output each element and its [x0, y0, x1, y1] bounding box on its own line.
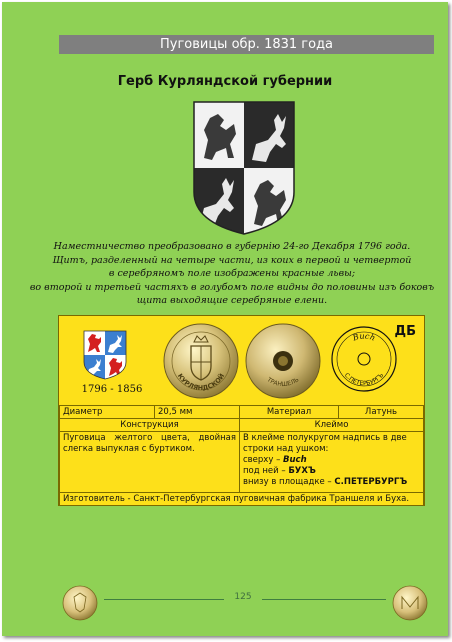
stamp-top-text: Buch	[351, 331, 377, 343]
construction-header: Конструкция	[60, 419, 240, 432]
description-line: во второй и третьей частяхъ в голубомъ поле видны до половины изъ боковъ	[29, 281, 435, 293]
table-row	[60, 406, 424, 419]
catalog-code: ДБ	[394, 324, 416, 339]
stamp-bottom-text: С.ПЕТЕРБУРГЪ	[342, 371, 386, 388]
mark-line	[243, 455, 420, 466]
spec-table	[59, 405, 424, 506]
description	[22, 240, 442, 308]
footer-coin-right-image	[392, 585, 428, 621]
page-header: Пуговицы обр. 1831 года	[59, 35, 434, 54]
coat-of-arms-image	[190, 100, 298, 236]
material-label: Материал	[240, 406, 339, 419]
svg-text:Buch	[351, 331, 377, 343]
svg-text:С.ПЕТЕРБУРГЪ	[343, 372, 385, 387]
stamp-drawing-image	[329, 322, 399, 396]
material-value: Латунь	[339, 406, 424, 419]
coin-back-inscription: ТРАНШЕЛЬ	[265, 376, 301, 389]
mark-prefix: сверху –	[243, 455, 284, 465]
footer-line-right	[262, 599, 386, 600]
section-title: Герб Курляндской губернии	[117, 74, 333, 89]
description-line: щита выходящие серебряные елени.	[136, 295, 328, 306]
table-row	[60, 493, 424, 506]
mark-header: Клеймо	[240, 419, 424, 432]
mark-value: С.ПЕТЕРБУРГЪ	[334, 477, 408, 487]
maker-text: Изготовитель - Санкт-Петербургская пуговичная фабрика Траншеля и Буха.	[60, 493, 424, 506]
mark-value: Buch	[283, 455, 307, 465]
mark-prefix: внизу в площадке –	[243, 477, 335, 487]
mark-value: БУХЪ	[288, 466, 316, 476]
page	[2, 2, 448, 636]
mark-line: В клейме полукругом надпись в две строки над ушком:	[243, 433, 407, 454]
card-images	[59, 316, 424, 406]
coin-reverse-image	[245, 318, 321, 404]
mark-prefix: под ней –	[243, 466, 289, 476]
table-row	[60, 419, 424, 432]
description-line: Щитъ, разделенный на четыре части, из коих в первой и четвертой	[52, 254, 412, 266]
years-label: 1796 - 1856	[81, 384, 143, 395]
coin-inscription: КУРЛЯНДСКОЙ	[175, 372, 227, 393]
mark-line	[243, 466, 420, 477]
mark-line	[243, 477, 420, 488]
page-number: 125	[234, 592, 252, 602]
footer-coin-left-image	[62, 585, 98, 621]
color-coat-of-arms-icon	[83, 330, 127, 380]
diameter-value: 20,5 мм	[155, 406, 240, 419]
coin-obverse-image	[163, 318, 239, 404]
description-line: Наместничество преобразовано в губернію 24-го Декабря 1796 года.	[53, 241, 411, 252]
diameter-label: Диаметр	[60, 406, 155, 419]
description-line: в серебряномъ поле изображены красные львы;	[108, 268, 356, 279]
table-row	[60, 432, 424, 493]
button-info-card	[58, 315, 425, 506]
mark-description	[240, 432, 424, 493]
construction-text: Пуговица желтого цвета, двойная слегка выпуклая с буртиком.	[60, 432, 240, 493]
footer-line-left	[104, 599, 224, 600]
